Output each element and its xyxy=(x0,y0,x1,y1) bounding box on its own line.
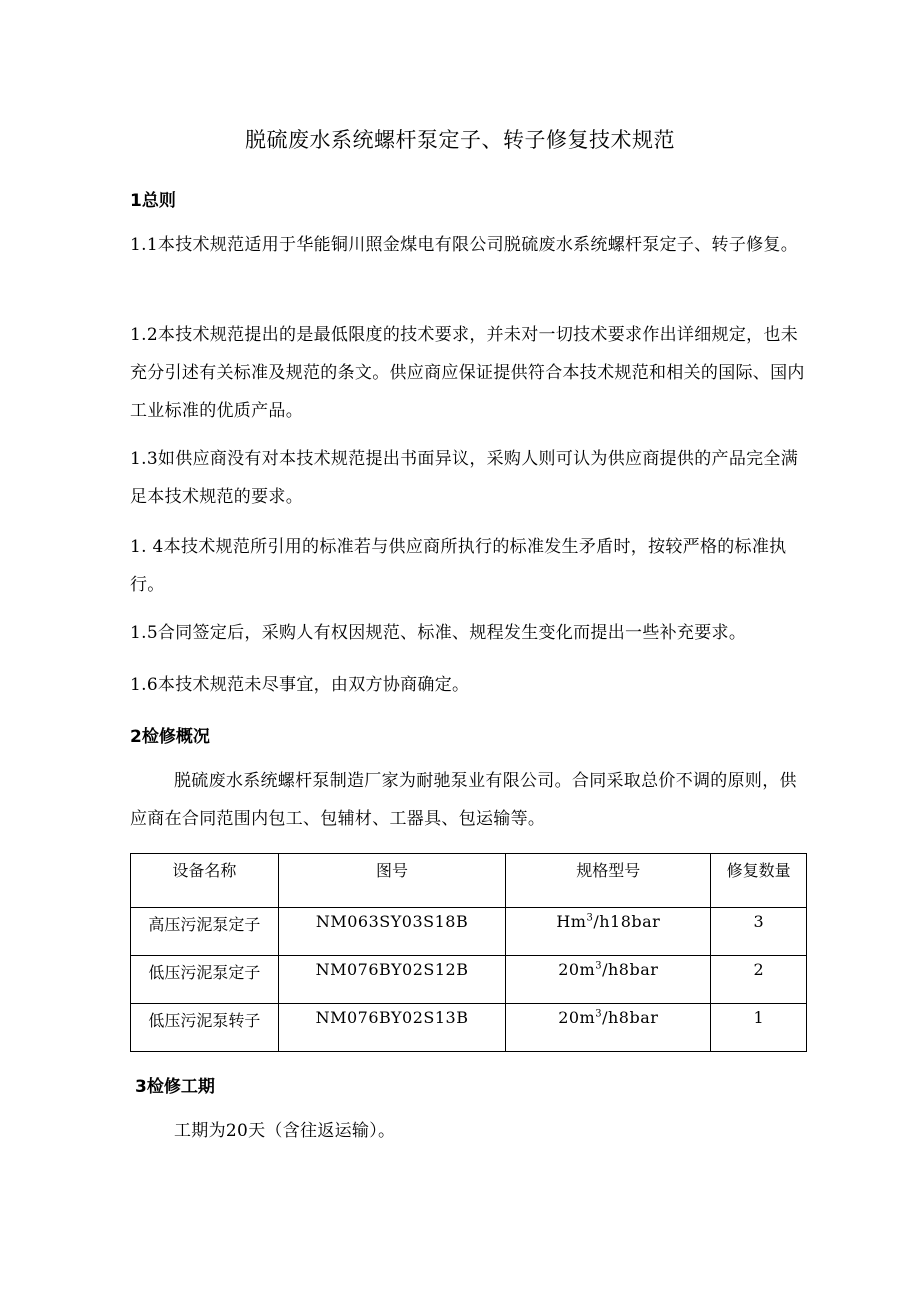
cell-spec xyxy=(506,1004,711,1052)
spec-superscript: 3 xyxy=(595,960,603,972)
section-3-heading: 3检修工期 xyxy=(135,1077,215,1097)
cell-drawing: NM063SY03S18B xyxy=(278,908,506,956)
spec-superscript: 3 xyxy=(595,1008,603,1020)
table-header-row xyxy=(131,854,807,908)
paragraph-1-5: 1.5合同签定后，采购人有权因规范、标准、规程发生变化而提出一些补充要求。 xyxy=(130,623,747,643)
section-1-heading: 1总则 xyxy=(130,191,176,211)
paragraph-1-2: 1.2本技术规范提出的是最低限度的技术要求，并未对一切技术要求作出详细规定，也未充分引述有关标准及规范的条文。供应商应保证提供符合本技术规范和相关的国际、国内工业标准的优质产品。 xyxy=(130,325,805,421)
table-row xyxy=(131,956,807,1004)
header-drawing-number: 图号 xyxy=(278,854,506,908)
spec-prefix: Hm xyxy=(556,912,587,931)
spec-prefix: 20m xyxy=(558,960,596,979)
cell-name: 低压污泥泵转子 xyxy=(131,1004,279,1052)
paragraph-1-6: 1.6本技术规范未尽事宜，由双方协商确定。 xyxy=(130,675,470,695)
paragraph-3: 工期为20天（含往返运输）。 xyxy=(174,1121,396,1141)
table-row xyxy=(131,1004,807,1052)
table-row xyxy=(131,908,807,956)
cell-qty: 2 xyxy=(711,956,807,1004)
cell-spec xyxy=(506,956,711,1004)
spec-prefix: 20m xyxy=(558,1008,596,1027)
spec-suffix: /h8bar xyxy=(602,960,659,979)
spec-suffix: /h8bar xyxy=(602,1008,659,1027)
paragraph-1-1: 1.1本技术规范适用于华能铜川照金煤电有限公司脱硫废水系统螺杆泵定子、转子修复。 xyxy=(130,235,799,255)
spec-suffix: /h18bar xyxy=(593,912,661,931)
paragraph-2: 脱硫废水系统螺杆泵制造厂家为耐驰泵业有限公司。合同采取总价不调的原则，供应商在合同范围内包工、包辅材、工器具、包运输等。 xyxy=(130,771,797,829)
section-2-heading: 2检修概况 xyxy=(130,727,210,747)
cell-qty: 3 xyxy=(711,908,807,956)
cell-drawing: NM076BY02S12B xyxy=(278,956,506,1004)
document-title: 脱硫废水系统螺杆泵定子、转子修复技术规范 xyxy=(245,128,675,152)
cell-name: 低压污泥泵定子 xyxy=(131,956,279,1004)
equipment-table xyxy=(130,853,807,1052)
spec-superscript: 3 xyxy=(586,912,594,924)
cell-spec xyxy=(506,908,711,956)
header-equipment-name: 设备名称 xyxy=(131,854,279,908)
paragraph-1-3: 1.3如供应商没有对本技术规范提出书面异议，采购人则可认为供应商提供的产品完全满足本技术规范的要求。 xyxy=(130,449,799,507)
cell-qty: 1 xyxy=(711,1004,807,1052)
header-repair-quantity: 修复数量 xyxy=(711,854,807,908)
paragraph-1-4: 1. 4本技术规范所引用的标准若与供应商所执行的标准发生矛盾时，按较严格的标准执行。 xyxy=(130,537,787,595)
header-spec-model: 规格型号 xyxy=(506,854,711,908)
cell-name: 高压污泥泵定子 xyxy=(131,908,279,956)
cell-drawing: NM076BY02S13B xyxy=(278,1004,506,1052)
